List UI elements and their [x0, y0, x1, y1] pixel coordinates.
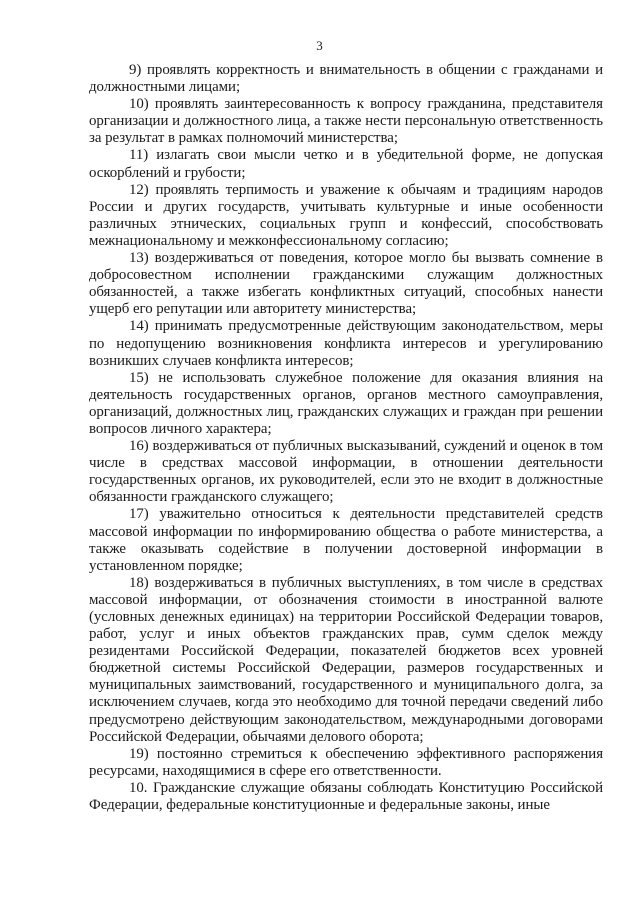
paragraph-item-13: 13) воздерживаться от поведения, которое могло бы вызвать сомнение в добросовестном исполнении гражданскими служащим должностных обязанностей, а также избегать конфликтных ситуаций, способных нанести ущерб его репутации или авторитету министерства;	[89, 250, 603, 318]
paragraph-item-9: 9) проявлять корректность и внимательность в общении с гражданами и должностными лицами;	[89, 62, 603, 96]
paragraph-item-15: 15) не использовать служебное положение для оказания влияния на деятельность государственных органов, органов местного самоуправления, организаций, должностных лиц, гражданских служащих и граждан при решении вопросов личного характера;	[89, 369, 603, 437]
page-number: 3	[316, 38, 323, 53]
paragraph-section-10: 10. Гражданские служащие обязаны соблюдать Конституцию Российской Федерации, федеральные конституционные и федеральные законы, иные	[89, 779, 603, 814]
paragraph-item-14: 14) принимать предусмотренные действующим законодательством, меры по недопущению возникновения конфликта интересов и урегулированию возникших случаев конфликта интересов;	[89, 318, 603, 369]
paragraph-item-18: 18) воздерживаться в публичных выступлениях, в том числе в средствах массовой информации, от обозначения стоимости в иностранной валюте (условных денежных единицах) на территории Российской Федерации товаров, работ, услуг и иных объектов гражданских прав, сумм сделок между резидентами Российской Федерации, показателей бюджетов всех уровней бюджетной системы Российской Федерации, размеров государственных и муниципальных заимствований, государственного и муниципального долга, за исключением случаев, когда это необходимо для точной передачи сведений либо предусмотрено действующим законодательством, международными договорами Российской Федерации, обычаями делового оборота;	[89, 574, 603, 745]
paragraph-item-11: 11) излагать свои мысли четко и в убедительной форме, не допуская оскорблений и грубости;	[89, 147, 603, 181]
paragraph-item-16: 16) воздерживаться от публичных высказываний, суждений и оценок в том числе в средствах массовой информации, в отношении деятельности государственных органов, их руководителей, если это не входит в должностные обязанности гражданского служащего;	[89, 438, 603, 506]
paragraph-item-19: 19) постоянно стремиться к обеспечению эффективного распоряжения ресурсами, находящимися в сфере его ответственности.	[89, 745, 603, 779]
paragraph-item-12: 12) проявлять терпимость и уважение к обычаям и традициям народов России и других государств, учитывать культурные и иные особенности различных этнических, социальных групп и конфессий, способствовать межнациональному и межконфессиональному согласию;	[89, 181, 603, 249]
document-body	[89, 62, 603, 814]
paragraph-item-10: 10) проявлять заинтересованность к вопросу гражданина, представителя организации и должностного лица, а также нести персональную ответственность за результат в рамках полномочий министерства;	[89, 96, 603, 147]
paragraph-item-17: 17) уважительно относиться к деятельности представителей средств массовой информации по информированию общества о работе министерства, а также оказывать содействие в получении достоверной информации в установленном порядке;	[89, 506, 603, 574]
